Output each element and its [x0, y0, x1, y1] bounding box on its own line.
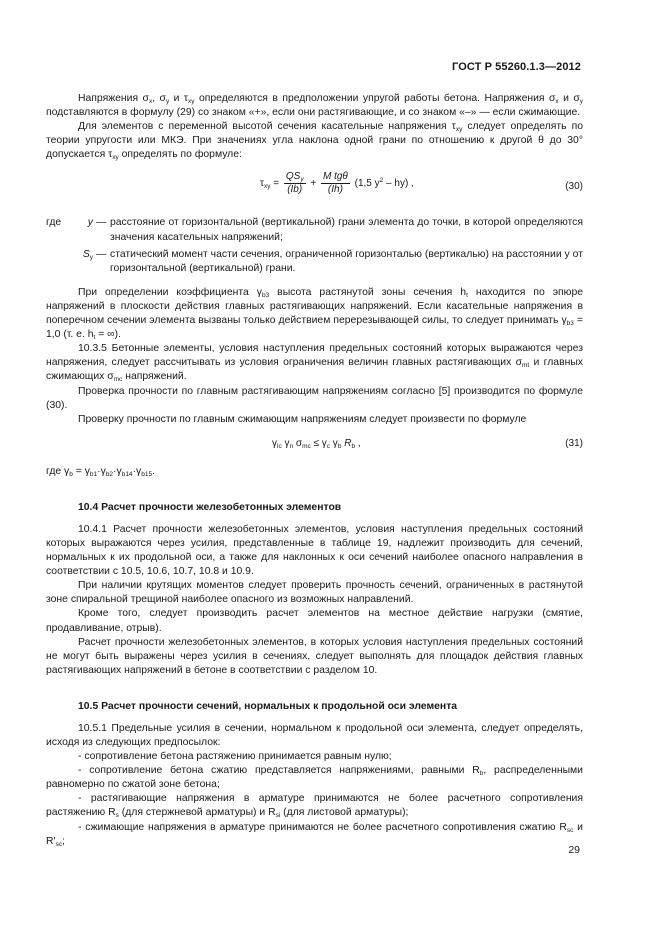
where-y: где y — расстояние от горизонтальной (вертикальной) грани элемента до точки, в которой определяются значения касательных напряжений; [46, 217, 583, 243]
paragraph-local-load: Кроме того, следует производить расчет элементов на местное действие нагрузки (смятие, продавливание, отрыв). [46, 608, 583, 634]
section-10-5-title: 10.5 Расчет прочности сечений, нормальных к продольной оси элемента [78, 700, 458, 712]
paragraph-check-tensile: Проверка прочности по главным растягивающим напряжениям согласно [5] производится по формуле (30). [46, 385, 583, 411]
paragraph-gamma-b3: При определении коэффициента $\gamma_{b3}$ высота растянутой зоны сечения $h_t$ находится по эпюре напряжений в плоскости действия главных растягивающих напряжений. Если касательные напряжения в поперечном сечении элемента вызваны только действием перерезывающей силы, то следует принимать $\gamma_{b3} = 1,0$ (т. е. $h_t$ = ∞). [46, 286, 583, 342]
paragraph-torsion: При наличии крутящих моментов следует проверить прочность сечений, ограниченных в растянутой зоне спиральной трещиной наиболее опасного из возможных направлений. [46, 580, 583, 606]
page-number: 29 [568, 844, 580, 856]
list-item-tension: - сопротивление бетона растяжению принимается равным нулю; [78, 751, 392, 763]
where-s: $S_y$ — статический момент части сечения, ограниченной горизонталью (вертикалью) на расстоянии y от горизонтальной (вертикальной) грани. [82, 248, 583, 274]
paragraph-variable-height: Для элементов с переменной высотой сечения касательные напряжения $\tau_{xy}$ следует определять по теории упругости или МКЭ. При значениях угла наклона одной грани по отношению к другой θ до 30° допускается $\tau_{xy}$ определять по формуле: [46, 121, 583, 162]
list-item-tensile-reinforcement: - растягивающие напряжения в арматуре принимаются не более расчетного сопротивления растяжению $R_s$ (для стержневой арматуры) и $R_{si}$ (для листовой арматуры); [46, 793, 583, 820]
paragraph-stresses: Напряжения $\sigma_x$, $\sigma_y$ и $\tau_{xy}$ определяются в предположении упругой работы бетона. Напряжения $\sigma_x$ и $\sigma_y$ подставляются в формулу (29) со знаком «+», если они растягивающие, и со знаком «–» — если сжимающие. [46, 93, 584, 119]
fraction-m-ih: $\frac{\text{M tgθ}}{(Ih)}$ [322, 171, 348, 196]
formula-30: $\tau_{xy}$ = $\frac{QS_y}{(Ib)}$ + $\frac{\text{M tgθ}}{(Ih)}$ (1,5 $y^2 - hy$) , (30) [260, 171, 583, 196]
document-code: ГОСТ Р 55260.1.3—2012 [452, 61, 581, 73]
paragraph-10-5-1: 10.5.1 Предельные усилия в сечении, нормальном к продольной оси элемента, следует определять, исходя из следующих предпосылок: [46, 722, 583, 748]
paragraph-check-compressive: Проверку прочности по главным сжимающим напряжениям следует произвести по формуле [78, 413, 527, 425]
where-gamma-b: где $\gamma_b = \gamma_{b1}\cdot\gamma_{b2}\cdot\gamma_{b14}\cdot\gamma_{b15}$. [46, 465, 155, 478]
fraction-qs-ib: $\frac{QS_y}{(Ib)}$ [285, 171, 304, 196]
paragraph-principal-stress: Расчет прочности железобетонных элементов, в которых условия наступления предельных состояний не могут быть выражены через усилия в сечениях, следует выполнять для площадок действия главных растягивающих напряжений в бетоне в соответствии с разделом 10. [46, 636, 583, 676]
section-10-4-title: 10.4 Расчет прочности железобетонных элементов [78, 501, 342, 513]
list-item-compression: - сопротивление бетона сжатию представляется напряжениями, равными $R_b$, распределенными равномерно по сжатой зоне бетона; [46, 765, 583, 791]
list-item-compressive-reinforcement: - сжимающие напряжения в арматуре принимаются не более расчетного сопротивления сжатию $R_{sc}$ и $R'_{sc}$; [46, 821, 583, 848]
paragraph-10-3-5: 10.3.5 Бетонные элементы, условия наступления предельных состояний которых выражаются через напряжения, следует рассчитывать из условия ограничения величин главных растягивающих $\sigma_{mt}$ и главных сжимающих $\sigma_{mc}$ напряжений. [46, 343, 584, 384]
page-content [46, 92, 583, 849]
formula-number-31: (31) [565, 437, 583, 449]
formula-31: $\gamma_{lc}$ $\gamma_n$ $\sigma_{mc} \le \gamma_c$ $\gamma_b$ $R_b$ , (31) [272, 437, 583, 450]
formula-number-30: (30) [565, 181, 583, 193]
paragraph-10-4-1: 10.4.1 Расчет прочности железобетонных элементов, условия наступления предельных состояний которых выражаются через усилия, представленные в таблице 19, надлежит производить для сечений, нормальных к их продольной оси, а также для наклонных к оси сечений наиболее опасного направления в соответствии с 10.5, 10.6, 10.7, 10.8 и 10.9. [46, 523, 583, 578]
